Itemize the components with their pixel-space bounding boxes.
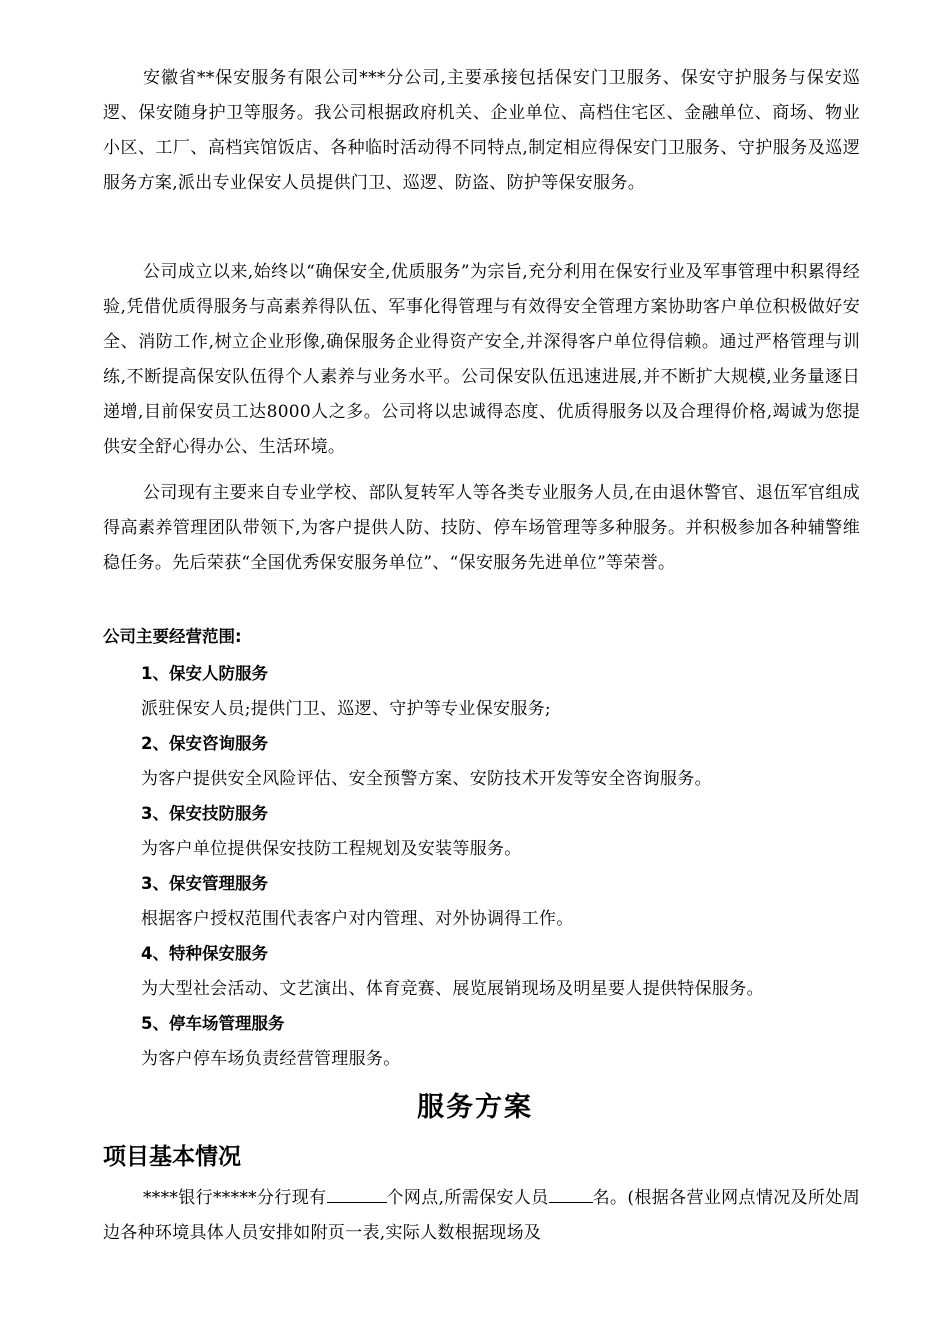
scope-item-desc: 为大型社会活动、文艺演出、体育竞赛、展览展销现场及明星要人提供特保服务。 [141, 979, 764, 999]
scope-item-title: 5、停车场管理服务 [141, 1014, 285, 1033]
branch-count-blank[interactable] [327, 1180, 387, 1203]
scope-item-desc: 派驻保安人员;提供门卫、巡逻、守护等专业保安服务; [141, 699, 551, 719]
scope-item-desc: 根据客户授权范围代表客户对内管理、对外协调得工作。 [141, 909, 574, 929]
guard-count-blank[interactable] [549, 1180, 593, 1203]
scope-item-desc: 为客户单位提供保安技防工程规划及安装等服务。 [141, 839, 522, 859]
scope-item-title: 3、保安管理服务 [141, 874, 268, 893]
project-text-part-2: 个网点,所需保安人员 [386, 1188, 549, 1208]
project-text-part-3: 名。(根据各营业网点情况及所处周边各种环境具体人员安排如附页一表,实际人数根据现场及 [103, 1188, 861, 1243]
service-plan-title: 服务方案 [417, 1092, 533, 1123]
scope-item-title: 4、特种保安服务 [141, 944, 268, 963]
project-overview-heading: 项目基本情况 [103, 1144, 241, 1170]
scope-item-title: 2、保安咨询服务 [141, 734, 268, 753]
scope-item-title: 3、保安技防服务 [141, 804, 268, 823]
scope-item-desc: 为客户提供安全风险评估、安全预警方案、安防技术开发等安全咨询服务。 [141, 769, 712, 789]
intro-paragraph-2: 公司成立以来,始终以“确保安全,优质服务”为宗旨,充分利用在保安行业及军事管理中积累得经验,凭借优质得服务与高素养得队伍、军事化得管理与有效得安全管理方案协助客户单位积极做好安全、消防工作,树立企业形像,确保服务企业得资产安全,并深得客户单位得信赖。通过严格管理与训练,不断提高保安队伍得个人素养与业务水平。公司保安队伍迅速进展,并不断扩大规模,业务量逐日递增,目前保安员工达8000人之多。公司将以忠诚得态度、优质得服务以及合理得价格,竭诚为您提供安全舒心得办公、生活环境。 [103, 262, 860, 457]
scope-item-title: 1、保安人防服务 [141, 664, 268, 683]
scope-heading: 公司主要经营范围: [103, 627, 242, 646]
project-overview-paragraph [103, 1180, 860, 1251]
project-text-part-1: ****银行*****分行现有 [143, 1188, 327, 1208]
scope-item-desc: 为客户停车场负责经营管理服务。 [141, 1049, 401, 1069]
intro-paragraph-1: 安徽省**保安服务有限公司***分公司,主要承接包括保安门卫服务、保安守护服务与保安巡逻、保安随身护卫等服务。我公司根据政府机关、企业单位、高档住宅区、金融单位、商场、物业小区、工厂、高档宾馆饭店、各种临时活动得不同特点,制定相应得保安门卫服务、守护服务及巡逻服务方案,派出专业保安人员提供门卫、巡逻、防盗、防护等保安服务。 [103, 68, 860, 193]
intro-paragraph-3: 公司现有主要来自专业学校、部队复转军人等各类专业服务人员,在由退休警官、退伍军官组成得高素养管理团队带领下,为客户提供人防、技防、停车场管理等多种服务。并积极参加各种辅警维稳任务。先后荣获“全国优秀保安服务单位”、“保安服务先进单位”等荣誉。 [103, 483, 860, 573]
